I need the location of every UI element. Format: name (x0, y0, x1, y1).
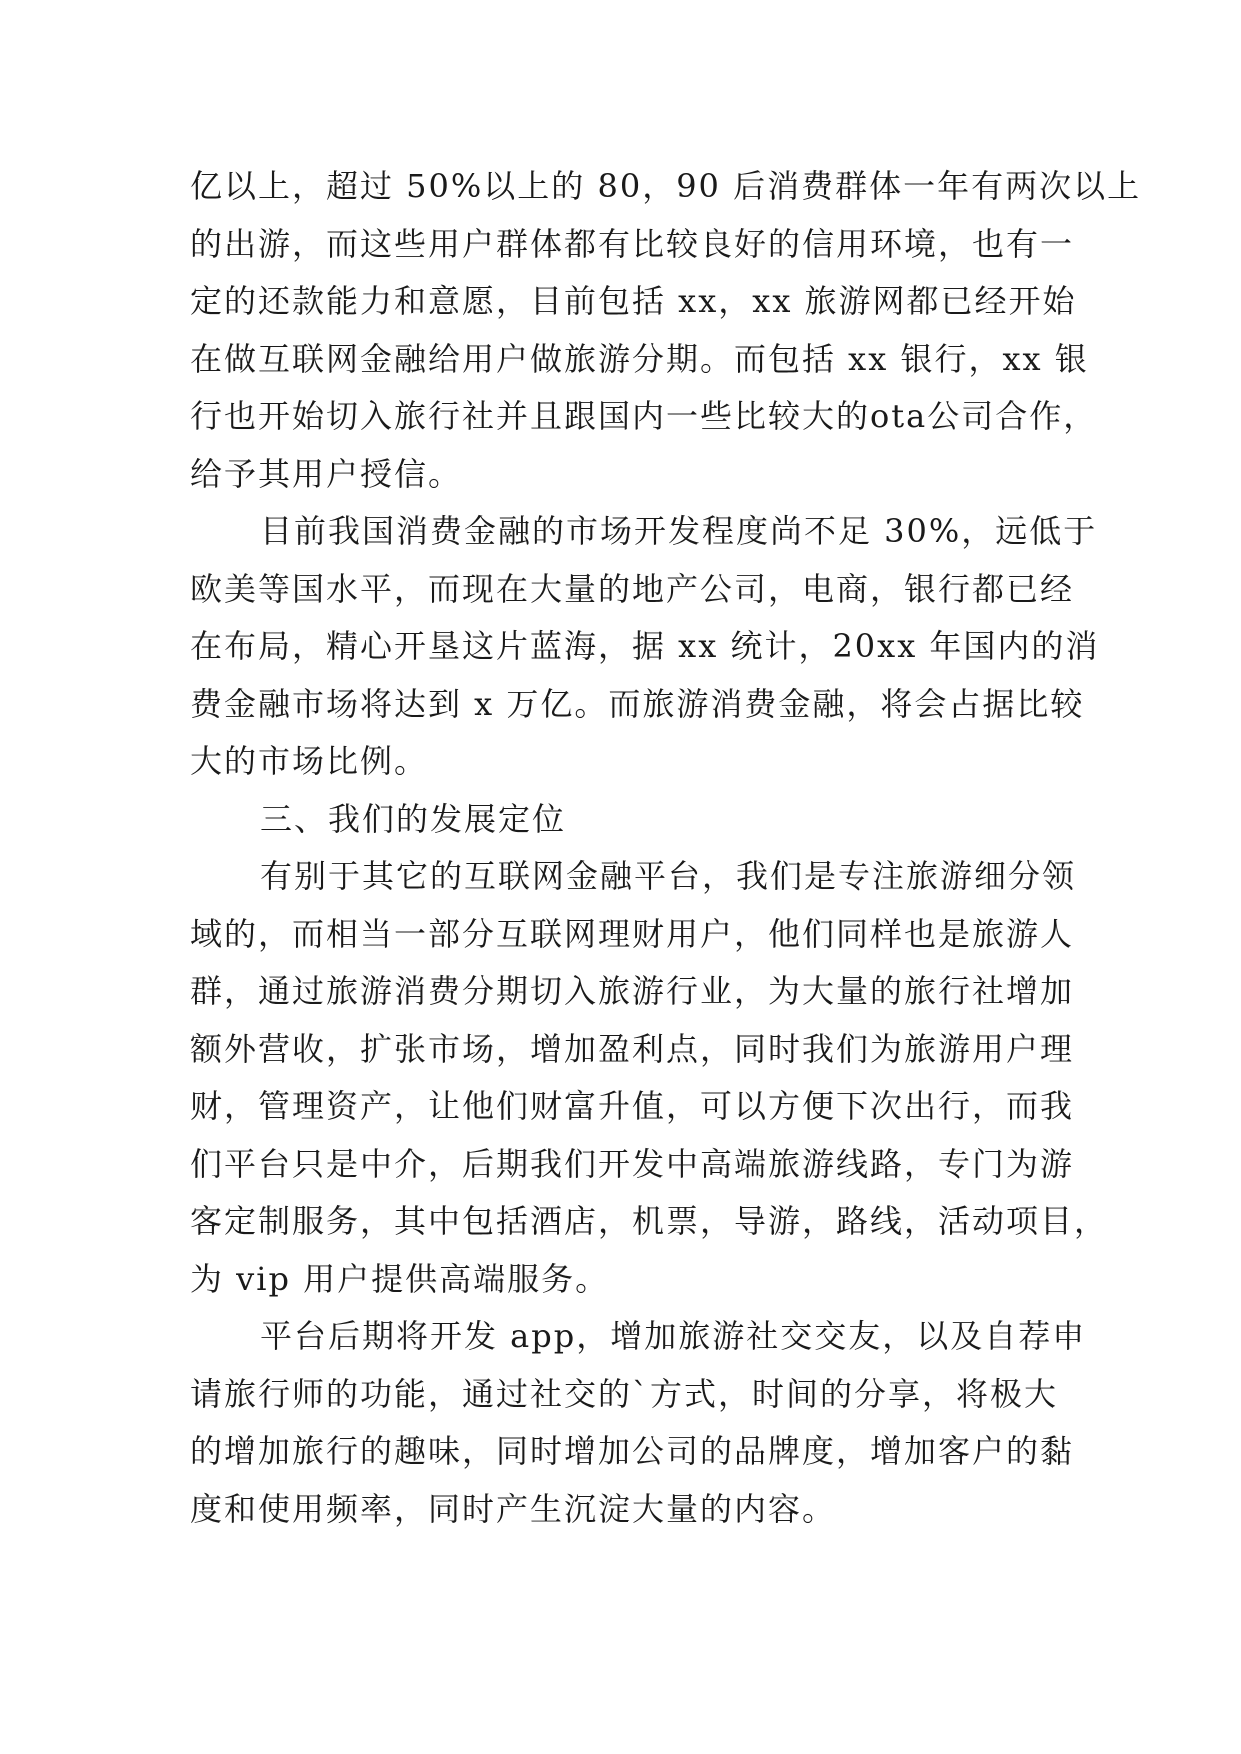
text-line: 客定制服务，其中包括酒店，机票，导游，路线，活动项目， (190, 1202, 1109, 1240)
paragraph (190, 848, 1109, 1308)
text-line: 的出游，而这些用户群体都有比较良好的信用环境，也有一 (190, 224, 1075, 263)
paragraph (190, 503, 1100, 791)
text-line: 请旅行师的功能，通过社交的`方式，时间的分享，将极大 (190, 1374, 1059, 1413)
text-line: 定的还款能力和意愿，目前包括 xx，xx 旅游网都已经开始 (190, 282, 1077, 320)
section-heading (190, 791, 1056, 849)
text-line: 群，通过旅游消费分期切入旅游行业，为大量的旅行社增加 (190, 972, 1075, 1010)
text-line: 大的市场比例。 (190, 742, 429, 780)
text-line: 有别于其它的互联网金融平台，我们是专注旅游细分领 (260, 857, 1077, 895)
text-line: 欧美等国水平，而现在大量的地产公司，电商，银行都已经 (190, 569, 1075, 608)
text-line: 们平台只是中介，后期我们开发中高端旅游线路，专门为游 (190, 1144, 1075, 1183)
text-line: 度和使用频率，同时产生沉淀大量的内容。 (190, 1489, 837, 1528)
text-line: 行也开始切入旅行社并且跟国内一些比较大的ota公司合作， (190, 397, 1098, 435)
text-line: 平台后期将开发 app，增加旅游社交交友，以及自荐申 (260, 1317, 1087, 1355)
section-heading-text: 三、我们的发展定位 (260, 799, 567, 838)
text-line: 额外营收，扩张市场，增加盈利点，同时我们为旅游用户理 (190, 1029, 1075, 1068)
text-line: 费金融市场将达到 x 万亿。而旅游消费金融，将会占据比较 (190, 684, 1085, 723)
text-line: 为 vip 用户提供高端服务。 (190, 1259, 610, 1298)
text-line: 亿以上，超过 50%以上的 80，90 后消费群体一年有两次以上 (190, 167, 1142, 205)
text-line: 在布局，精心开垦这片蓝海，据 xx 统计，20xx 年国内的消 (190, 627, 1100, 665)
text-line: 域的，而相当一部分互联网理财用户，他们同样也是旅游人 (190, 914, 1075, 953)
paragraph (190, 1308, 1087, 1538)
document-body (190, 158, 1142, 1538)
text-line: 财，管理资产，让他们财富升值，可以方便下次出行，而我 (190, 1087, 1075, 1125)
text-line: 目前我国消费金融的市场开发程度尚不足 30%，远低于 (260, 512, 1098, 550)
paragraph (190, 158, 1142, 503)
text-line: 在做互联网金融给用户做旅游分期。而包括 xx 银行，xx 银 (190, 339, 1089, 378)
text-line: 的增加旅行的趣味，同时增加公司的品牌度，增加客户的黏 (190, 1432, 1075, 1470)
text-line: 给予其用户授信。 (190, 454, 463, 493)
